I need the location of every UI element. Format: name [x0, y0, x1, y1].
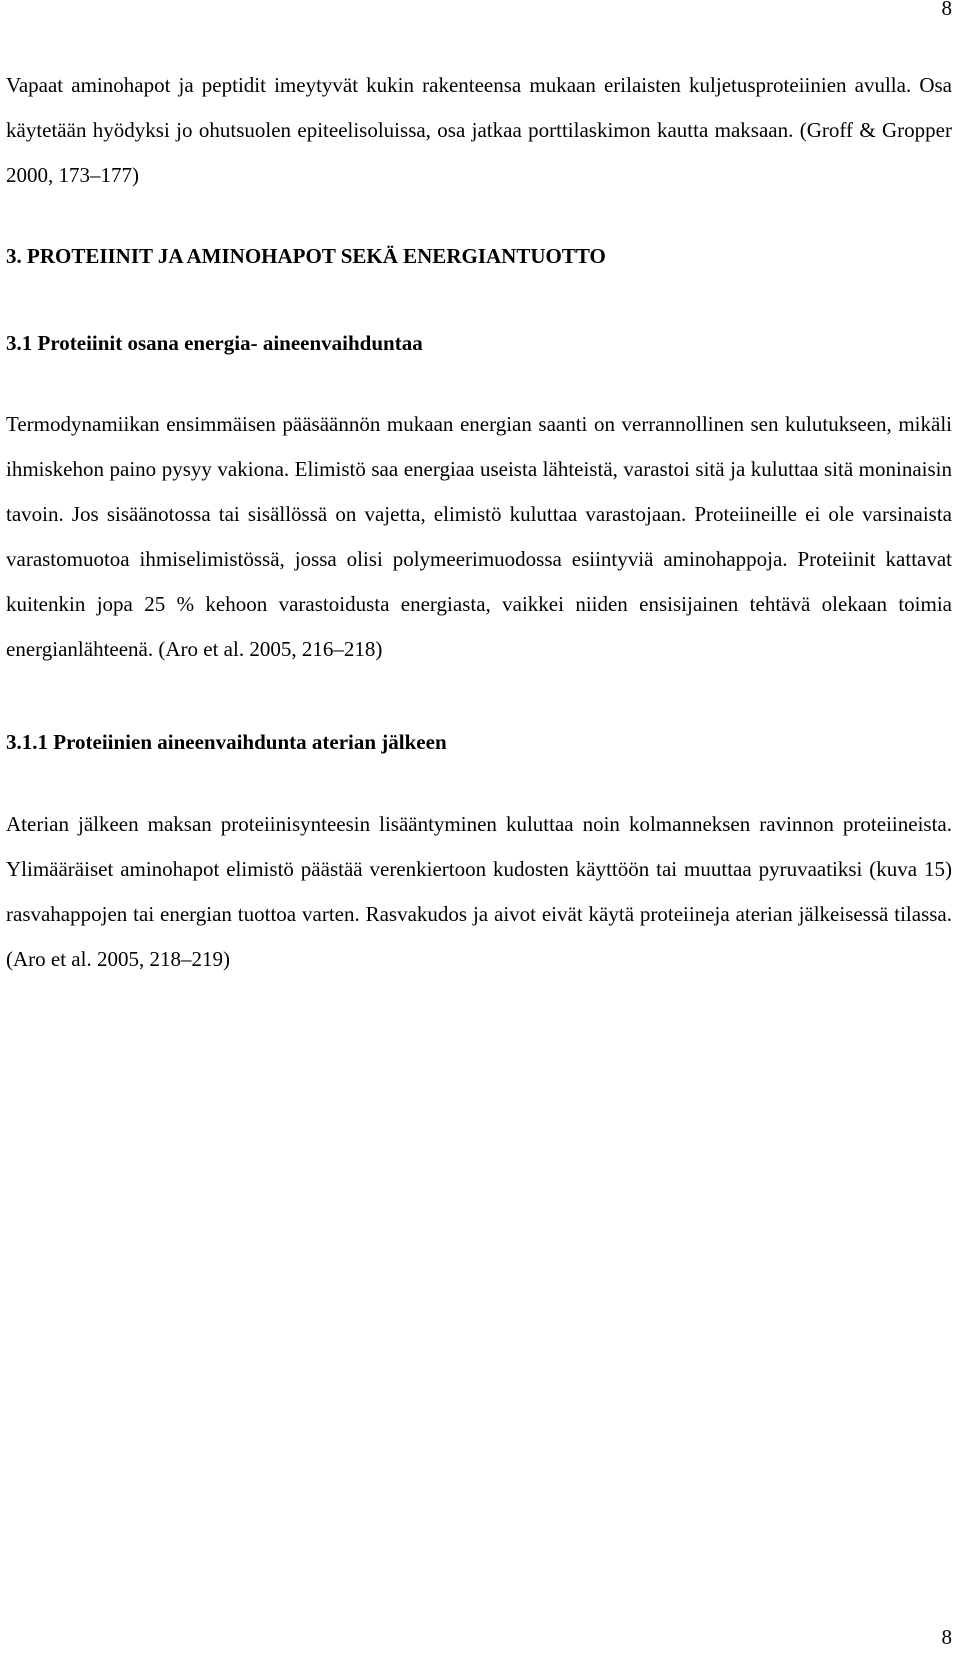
document-body — [6, 63, 952, 982]
paragraph-3-1: Termodynamiikan ensimmäisen pääsäännön mukaan energian saanti on verrannollinen sen kulutukseen, mikäli ihmiskehon paino pysyy vakiona. Elimistö saa energiaa useista lähteistä, varastoi sitä ja kuluttaa sitä moninaisin tavoin. Jos sisäänotossa tai sisällössä on vajetta, elimistö kuluttaa varastojaan. Proteiineille ei ole varsinaista varastomuotoa ihmiselimistössä, jossa olisi polymeerimuodossa esiintyviä aminohappoja. Proteiinit kattavat kuitenkin jopa 25 % kehoon varastoidusta energiasta, vaikkei niiden ensisijainen tehtävä olekaan toimia energianlähteenä. (Aro et al. 2005, 216–218) — [6, 412, 952, 661]
page-number-top: 8 — [941, 0, 952, 20]
paragraph-3-1-1: Aterian jälkeen maksan proteiinisynteesin lisääntyminen kuluttaa noin kolmanneksen ravinnon proteiineista. Ylimääräiset aminohapot elimistö päästää verenkiertoon kudosten käyttöön tai muuttaa pyruvaatiksi (kuva 15) rasvahappojen tai energian tuottoa varten. Rasvakudos ja aivot eivät käytä proteiineja aterian jälkeisessä tilassa. (Aro et al. 2005, 218–219) — [6, 812, 952, 971]
section-heading-3: 3. PROTEIINIT JA AMINOHAPOT SEKÄ ENERGIANTUOTTO — [6, 244, 606, 268]
section-heading-3-1: 3.1 Proteiinit osana energia- aineenvaihduntaa — [6, 331, 423, 355]
page-number-bottom: 8 — [941, 1625, 952, 1649]
section-heading-3-1-1: 3.1.1 Proteiinien aineenvaihdunta aterian jälkeen — [6, 730, 447, 754]
intro-paragraph: Vapaat aminohapot ja peptidit imeytyvät kukin rakenteensa mukaan erilaisten kuljetusproteiinien avulla. Osa käytetään hyödyksi jo ohutsuolen epiteelisoluissa, osa jatkaa porttilaskimon kautta maksaan. (Groff & Gropper 2000, 173–177) — [6, 73, 952, 187]
